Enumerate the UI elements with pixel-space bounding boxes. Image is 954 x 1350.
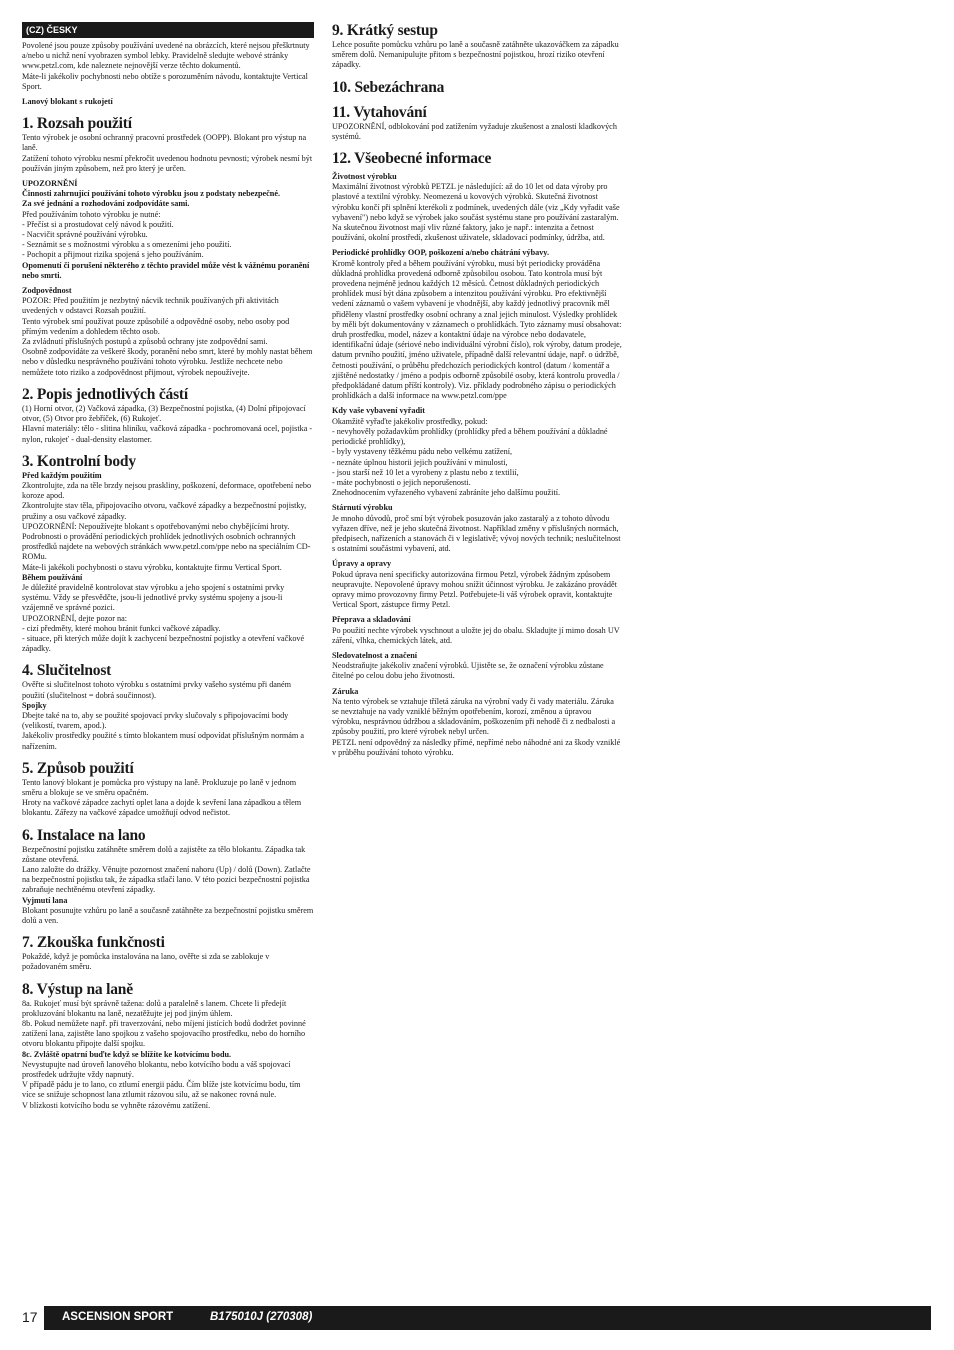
paragraph: Bezpečnostní pojistku zatáhněte směrem dolů a zajistěte za tělo blokantu. Západka tak zůstane otevřená. (22, 844, 306, 864)
subheading: UPOZORNĚNÍ (22, 179, 78, 189)
page-footer (22, 1306, 931, 1330)
subheading: Stárnutí výrobku (332, 503, 393, 513)
paragraph: Neodstraňujte jakékoliv značení výrobků. Ujistěte se, že označení výrobku zůstane čitelné po celou dobu jeho životnosti. (332, 661, 604, 681)
paragraph: Před používáním tohoto výrobku je nutné: (22, 209, 161, 219)
warning-text: Za své jednání a rozhodování zodpovídáte sami. (22, 199, 190, 209)
intro-text: Povolené jsou pouze způsoby používání uvedené na obrázcích, které nejsou přeškrtnuty a/nebo u nichž není vyobrazen symbol lebky. Pravidelně sledujte webové stránky www.petzl.com, kde naleznete nejnovější verze těchto dokumentů. (22, 41, 310, 71)
subheading: Záruka (332, 686, 359, 696)
list-item: - byly vystaveny těžkému pádu nebo velkému zatížení, (332, 447, 513, 457)
list-item: - Nacvičit správné používání výrobku. (22, 230, 148, 240)
page-number: 17 (22, 1309, 38, 1325)
paragraph: Je důležité pravidelně kontrolovat stav výrobku a jeho spojení s ostatními prvky systému. Vždy se přesvědčte, jsou-li jednotlivé prvky systému spojeny a jsou-li vzájemně ve správné pozici. (22, 582, 285, 613)
language-header: (CZ) ČESKY (22, 22, 314, 38)
paragraph: Je mnoho důvodů, proč smí být výrobek posuzován jako zastaralý a z tohoto důvodu vyřazen dříve, než je jeho skutečná životnost. Například změny v příslušných normách, předpisech, nařízeních a stanovách či v legislativě; vývoj nových technik; neslučitelnost s ostatními součástmi vybavení, atd. (332, 513, 621, 554)
subheading: Během používání (22, 572, 83, 582)
paragraph: Na tento výrobek se vztahuje tříletá záruka na výrobní vady či vady materiálu. Záruka se nevztahuje na vady vzniklé běžným opotřebením, korozí, změnou a úpravou výrobku, nesprávnou údržbou a skladováním, poškozením při nehodě či z nedbalosti a způsoby použití, pro které výrobek nebyl určen. (332, 696, 616, 737)
paragraph: V blízkosti kotvícího bodu se vyhněte rázovému zatížení. (22, 1100, 211, 1110)
paragraph: Hlavní materiály: tělo - slitina hliníku, vačková západka - pochromovaná ocel, pojistka - nylon, rukojeť - dual-density elastomer. (22, 424, 313, 444)
paragraph: Blokant posunujte vzhůru po laně a současně zatáhněte za bezpečnostní pojistku směrem dolů a ven. (22, 905, 314, 926)
subheading: Před každým použitím (22, 470, 102, 480)
section-title: 6. Instalace na lano (22, 826, 146, 844)
subheading: Periodické prohlídky OOP, poškození a/nebo chátrání výbavy. (332, 248, 549, 258)
paragraph: Pokaždé, když je pomůcka instalována na lano, ověřte si zda se zablokuje v požadovaném směru. (22, 952, 270, 972)
paragraph: Zatížení tohoto výrobku nesmí překročit uvedenou hodnotu pevnosti; výrobek nesmí být používán jiným způsobem, než pro který je určen. (22, 153, 313, 173)
paragraph: (1) Horní otvor, (2) Vačková západka, (3) Bezpečnostní pojistka, (4) Dolní připojovací otvor, (5) Otvor pro žebříček, (6) Rukojeť. (22, 403, 306, 424)
warning-text: 8c. Zvláště opatrní buďte když se blížíte ke kotvícímu bodu. (22, 1049, 232, 1059)
section-title: 4. Slučitelnost (22, 662, 112, 680)
list-item: - neznáte úplnou historii jejich používání v minulosti, (332, 457, 508, 467)
paragraph: Maximální životnost výrobků PETZL je následující: až do 10 let od data výroby pro plastové a textilní výrobky. Neomezená u kovových výrobků. Skutečná životnost výrobku končí při splnění kterékoli z podmínek, uvedených dále (viz „Kdy vyřadit vaše vybavení") nebo když se výrobek jako součást systému stane pro používání zastaralým. (332, 182, 620, 222)
warning-text: Opomenutí či porušení některého z těchto pravidel může vést k vážnému poranění nebo smrti. (22, 260, 310, 280)
section-title: 12. Všeobecné informace (332, 150, 492, 168)
subheading: Přeprava a skladování (332, 615, 411, 625)
paragraph: Osobně zodpovídáte za veškeré škody, poranění nebo smrt, které by mohly nastat během nebo v důsledku nesprávného používání tohoto výrobku. Jestliže nechcete nebo nemůžete toto riziko a zodpovědnost přijmout, výrobek nepoužívejte. (22, 347, 313, 377)
list-item: - situace, při kterých může dojít k zachycení bezpečnostní pojistky a otevření vačkové západky. (22, 633, 305, 654)
section-title: 3. Kontrolní body (22, 452, 136, 470)
section-title: 2. Popis jednotlivých částí (22, 385, 188, 403)
section-title: 5. Způsob použití (22, 759, 134, 777)
paragraph: Lehce posuňte pomůcku vzhůru po laně a současně zatáhněte ukazováčkem za západku směrem dolů. Nemanipulujte přitom s bezpečnostní pojistkou, hrozí riziko otevření západky. (332, 40, 619, 70)
subheading: Zodpovědnost (22, 286, 72, 296)
footer-bar (44, 1306, 931, 1330)
list-item: - Seznámit se s možnostmi výrobku a s omezeními jeho použití. (22, 240, 232, 250)
paragraph: Tento lanový blokant je pomůcka pro výstupy na laně. Prokluzuje po laně v jednom směru a blokuje se ve směru opačném. (22, 777, 297, 797)
paragraph: Tento výrobek smí používat pouze způsobilé a odpovědné osoby, nebo osoby pod přímým vedením a dohledem těchto osob. (22, 316, 290, 336)
section-title: 8. Výstup na laně (22, 980, 133, 998)
paragraph: 8a. Rukojeť musí být správně tažena: dolů a paralelně s lanem. Chcete li předejít prokluzování blokantu na laně, nezatěžujte jej pod jiným úhlem. (22, 998, 287, 1018)
list-item: - cizí předměty, které mohou bránit funkci vačkové západky. (22, 623, 221, 633)
footer-reference: B175010J (270308) (210, 1311, 313, 1323)
paragraph: Okamžitě vyřaďte jakékoliv prostředky, pokud: (332, 416, 488, 426)
paragraph: Na skutečnou životnost mají vliv různé faktory, jako je např.: intenzita a četnost používání, okolní prostředí, zkušenost uživatele, skladovací podmínky, údržba, atd. (332, 223, 605, 243)
subheading: Spojky (22, 700, 47, 710)
paragraph: 8b. Pokud nemůžete např. při traverzování, nebo míjení jistících bodů dodržet povinné zatížení lana, zajistěte lano spojkou z vašeho spojovacího prostředku, nebo do horního otvoru blokantu připojte další spojku. (22, 1019, 306, 1049)
section-title: 10. Sebezáchrana (332, 78, 445, 96)
paragraph: UPOZORNĚNÍ, dejte pozor na: (22, 613, 128, 623)
paragraph: Ověřte si slučitelnost tohoto výrobku s ostatními prvky vašeho systému při daném použití (slučitelnost = dobrá součinnost). (22, 680, 292, 700)
paragraph: Tento výrobek je osobní ochranný pracovní prostředek (OOPP). Blokant pro výstup na laně. (22, 133, 307, 153)
paragraph: Pokud úprava není specificky autorizována firmou Petzl, výrobek žádným způsobem neupravujte. Nepovolené úpravy mohou snížit účinnost výrobku. Je zakázáno provádět opravy mimo provozovny firmy Petzl. Potřebujete-li váš výrobek opravit, kontaktujte Vertical Sport, zástupce firmy Petzl. (332, 569, 617, 610)
paragraph: Dbejte také na to, aby se použité spojovací prvky slučovaly s připojovacími body (velikostí, tvarem, apod.). (22, 710, 289, 731)
paragraph: POZOR: Před použitím je nezbytný nácvik technik používaných při aktivitách uvedených v odstavci Rozsah použití. (22, 296, 279, 316)
paragraph: Podrobnosti o provádění periodických prohlídek jednotlivých osobních ochranných prostředků najdete na webových stránkách www.petzl.com/ppe nebo na speciálním CD-ROMu. (22, 531, 311, 562)
section-title: 9. Krátký sestup (332, 22, 438, 39)
list-item: - Přečíst si a prostudovat celý návod k použití. (22, 219, 174, 229)
section-title: 7. Zkouška funkčnosti (22, 934, 165, 952)
left-column (22, 22, 314, 1111)
list-item: - máte pochybnosti o jejich neporušenosti. (332, 477, 471, 487)
paragraph: Zkontrolujte, zda na těle brzdy nejsou praskliny, poškození, deformace, opotřebení nebo koroze apod. (22, 480, 312, 501)
paragraph: Hroty na vačkové západce zachytí oplet lana a dojde k sevření lana západkou a tělem blokantu. Zářezy na vačkové západce umožňují odvod nečistot. (22, 798, 302, 818)
subheading: Sledovatelnost a značení (332, 650, 418, 660)
list-item: - Pochopit a přijmout rizika spojená s jeho používáním. (22, 250, 204, 260)
subheading: Vyjmutí lana (22, 895, 68, 905)
paragraph: Zkontrolujte stav těla, připojovacího otvoru, vačkové západky a bezpečnostní pojistky, pružiny a osu vačkové západky. (22, 501, 307, 521)
section-title: 11. Vytahování (332, 103, 427, 121)
list-item: - jsou starší než 10 let a vyrobeny z plastu nebo z textilií, (332, 467, 519, 477)
paragraph: V případě pádu je to lano, co ztlumí energii pádu. Čím blíže jste kotvícímu bodu, tím více se snižuje schopnost lana ztlumit rázovou silu, až se nakonec rovná nule. (22, 1080, 301, 1100)
subheading: Úpravy a opravy (332, 559, 392, 569)
paragraph: Kromě kontroly před a během používání výrobku, musí být periodicky prováděna důkladná prohlídka provedená odborně způsobilou osobou. Tato kontrola musí být provedena nejméně jednou každých 12 měsíců. Četnost důkladných periodických prohlídek musí být dána způsobem a intenzitou používání výrobku. Pro efektivnější vedení záznamů o vašem vybavení je vhodnější, aby každý jednotlivý pracovník měl přiděleny vlastní prostředky osobní ochrany a znal jejich minulost. Výsledky prohlídek by měli být dokumentovány v záznamech o prohlídkách. Tyto záznamy musí obsahovat: druh prostředku, model, název a kontaktní údaje na výrobce nebo dodavatele, identifikační údaje (sériové nebo individuální výrobní číslo), rok výroby, datum prodeje, datum prvního použití, jméno uživatele, případně další relevantní údaje, např. o údržbě, četnosti používání, o průběhu předchozích periodických kontrol (datum / komentář a zjištěné nedostatky / jméno a podpis odborně způsobilé osoby, která kontrolu provedla / předpokládané datum příští kontroly). Viz. příklady podrobného zápisu o periodických prohlídkách a další informace na www.petzl.com/ppe (332, 258, 622, 401)
paragraph: UPOZORNĚNÍ, odblokování pod zatížením vyžaduje zkušenost a znalosti kladkových systémů. (332, 121, 617, 141)
paragraph: Za zvládnutí příslušných postupů a způsobů ochrany jste zodpovědní sami. (22, 337, 268, 347)
paragraph: Po použití nechte výrobek vyschnout a uložte jej do obalu. Skladujte jí mimo dosah UV záření, vlhka, chemických látek, atd. (332, 625, 620, 645)
intro-text: Máte-li jakékoliv pochybnosti nebo obtíže s porozuměním návodu, kontaktujte Vertical Sport. (22, 71, 308, 91)
warning-text: Činnosti zahrnující používání tohoto výrobku jsou z podstaty nebezpečné. (22, 189, 281, 199)
footer-brand: ASCENSION SPORT (62, 1311, 174, 1323)
product-name: Lanový blokant s rukojetí (22, 97, 113, 107)
right-column (332, 22, 622, 758)
paragraph: Znehodnocením vyřazeného vybavení zabráníte jeho dalšímu použití. (332, 488, 561, 498)
subheading: Životnost výrobku (332, 172, 397, 182)
paragraph: UPOZORNĚNÍ: Nepoužívejte blokant s opotřebovanými nebo chybějícími hroty. (22, 521, 290, 531)
section-title: 1. Rozsah použití (22, 115, 132, 133)
list-item: - nevyhověly požadavkům prohlídky (prohlídky před a během používání a důkladné periodické prohlídky), (332, 426, 608, 447)
paragraph: Lano založte do drážky. Věnujte pozornost značení nahoru (Up) / dolů (Down). Zatlačte na bezpečnostní pojistku tak, že západka stlačí lano. V této pozici bezpečnostní pojistka zabraňuje nechtěnému otevření západky. (22, 865, 311, 895)
paragraph: Máte-li jakékoli pochybnosti o stavu výrobku, kontaktujte firmu Vertical Sport. (22, 562, 282, 572)
subheading: Kdy vaše vybavení vyřadit (332, 406, 426, 416)
paragraph: Nevystupujte nad úroveň lanového blokantu, nebo kotvícího bodu a váš spojovací prostředek udržujte vždy napnutý. (22, 1059, 291, 1080)
paragraph: PETZL není odpovědný za následky přímé, nepřímé nebo náhodné ani za škody vzniklé v průběhu používání tohoto výrobku. (332, 737, 621, 757)
paragraph: Jakékoliv prostředky použité s tímto blokantem musí odpovídat příslušným normám a nařízením. (22, 731, 304, 751)
